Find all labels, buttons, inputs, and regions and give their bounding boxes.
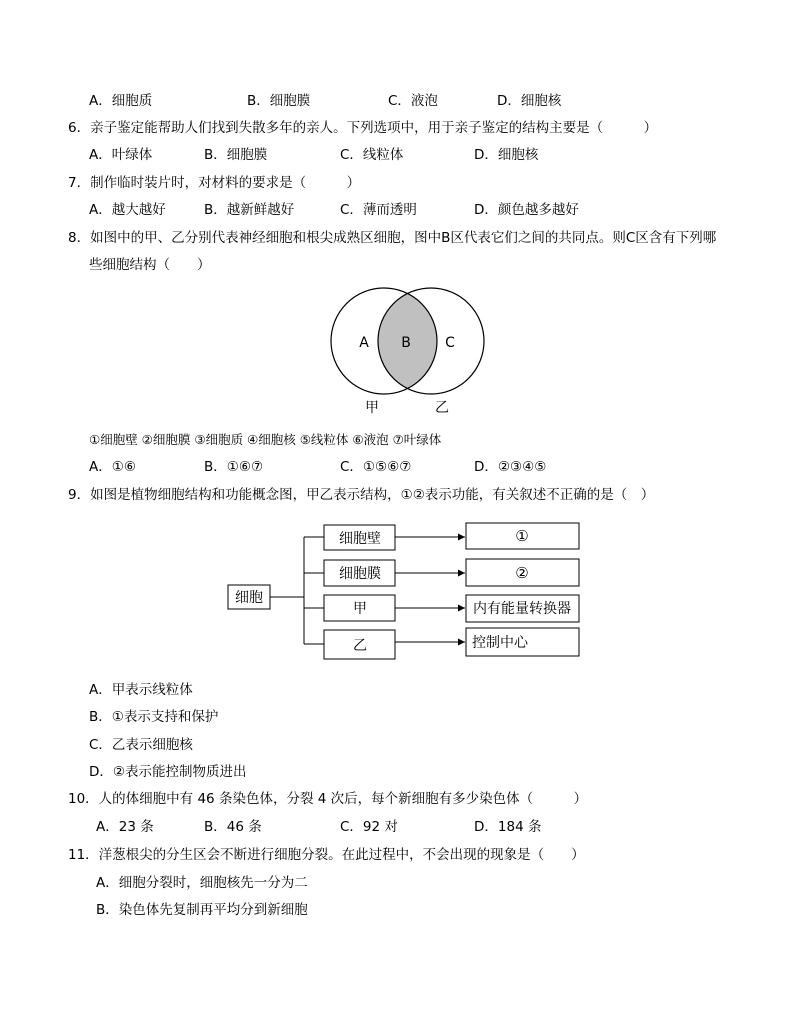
q8-option-b[interactable]: B．①⑥⑦ [204,459,264,475]
q6-option-a[interactable]: A．叶绿体 [89,147,153,163]
q8-option-c[interactable]: C．①⑤⑥⑦ [340,459,412,475]
q7-stem: 7．制作临时装片时，对材料的要求是（ ） [68,175,361,191]
q10-option-b[interactable]: B．46 条 [204,819,262,835]
venn-label-yi: 乙 [435,400,449,416]
function-label-4: 控制中心 [472,635,528,651]
structure-label-cell-membrane: 细胞膜 [339,566,381,582]
q9-option-b[interactable]: B．①表示支持和保护 [89,709,219,725]
structure-label-yi: 乙 [353,638,367,654]
q6-option-b[interactable]: B．细胞膜 [204,147,268,163]
q11-stem: 11．洋葱根尖的分生区会不断进行细胞分裂。在此过程中，不会出现的现象是（ ） [68,847,585,863]
concept-root-label: 细胞 [235,590,263,606]
function-label-3: 内有能量转换器 [473,601,571,617]
function-label-2: ② [515,564,529,582]
q6-stem: 6．亲子鉴定能帮助人们找到失散多年的亲人。下列选项中，用于亲子鉴定的结构主要是（ ） [68,120,658,136]
q9-option-d[interactable]: D．②表示能控制物质进出 [89,764,247,780]
venn-label-a: A [359,335,369,351]
structure-label-cell-wall: 细胞壁 [339,531,381,547]
q8-option-a[interactable]: A．①⑥ [89,459,136,475]
q8-stem-line-1: 8．如图中的甲、乙分别代表神经细胞和根尖成熟区细胞，图中B区代表它们之间的共同点。则C区含有下列哪 [68,230,717,246]
q7-option-b[interactable]: B．越新鲜越好 [204,202,295,218]
concept-map [220,518,590,668]
venn-label-jia: 甲 [365,400,379,416]
q9-option-c[interactable]: C．乙表示细胞核 [89,737,193,753]
q11-option-b[interactable]: B．染色体先复制再平均分到新细胞 [96,902,308,918]
function-label-1: ① [515,527,529,545]
q9-stem: 9．如图是植物细胞结构和功能概念图，甲乙表示结构，①②表示功能，有关叙述不正确的是（ ） [68,487,655,503]
q5-option-d[interactable]: D．细胞核 [497,93,562,109]
q8-stem-line-2: 些细胞结构（ ） [89,257,211,273]
q10-option-d[interactable]: D．184 条 [474,819,542,835]
venn-label-c: C [445,335,455,351]
q10-stem: 10．人的体细胞中有 46 条染色体，分裂 4 次后，每个新细胞有多少染色体（ ） [68,791,588,807]
q10-option-a[interactable]: A．23 条 [96,819,154,835]
q5-option-a[interactable]: A．细胞质 [89,93,153,109]
q6-option-c[interactable]: C．线粒体 [340,147,404,163]
q6-option-d[interactable]: D．细胞核 [474,147,539,163]
q8-structure-list: ①细胞壁 ②细胞膜 ③细胞质 ④细胞核 ⑤线粒体 ⑥液泡 ⑦叶绿体 [89,432,442,447]
q7-option-c[interactable]: C．薄而透明 [340,202,417,218]
q5-option-c[interactable]: C．液泡 [388,93,438,109]
q10-option-c[interactable]: C．92 对 [340,819,398,835]
q7-option-a[interactable]: A．越大越好 [89,202,166,218]
q7-option-d[interactable]: D．颜色越多越好 [474,202,579,218]
structure-label-jia: 甲 [353,601,367,617]
q11-option-a[interactable]: A．细胞分裂时，细胞核先一分为二 [96,875,308,891]
q8-option-d[interactable]: D．②③④⑤ [474,459,547,475]
q5-option-b[interactable]: B．细胞膜 [247,93,311,109]
venn-diagram [320,285,495,420]
venn-label-b: B [401,335,411,351]
q9-option-a[interactable]: A．甲表示线粒体 [89,682,193,698]
